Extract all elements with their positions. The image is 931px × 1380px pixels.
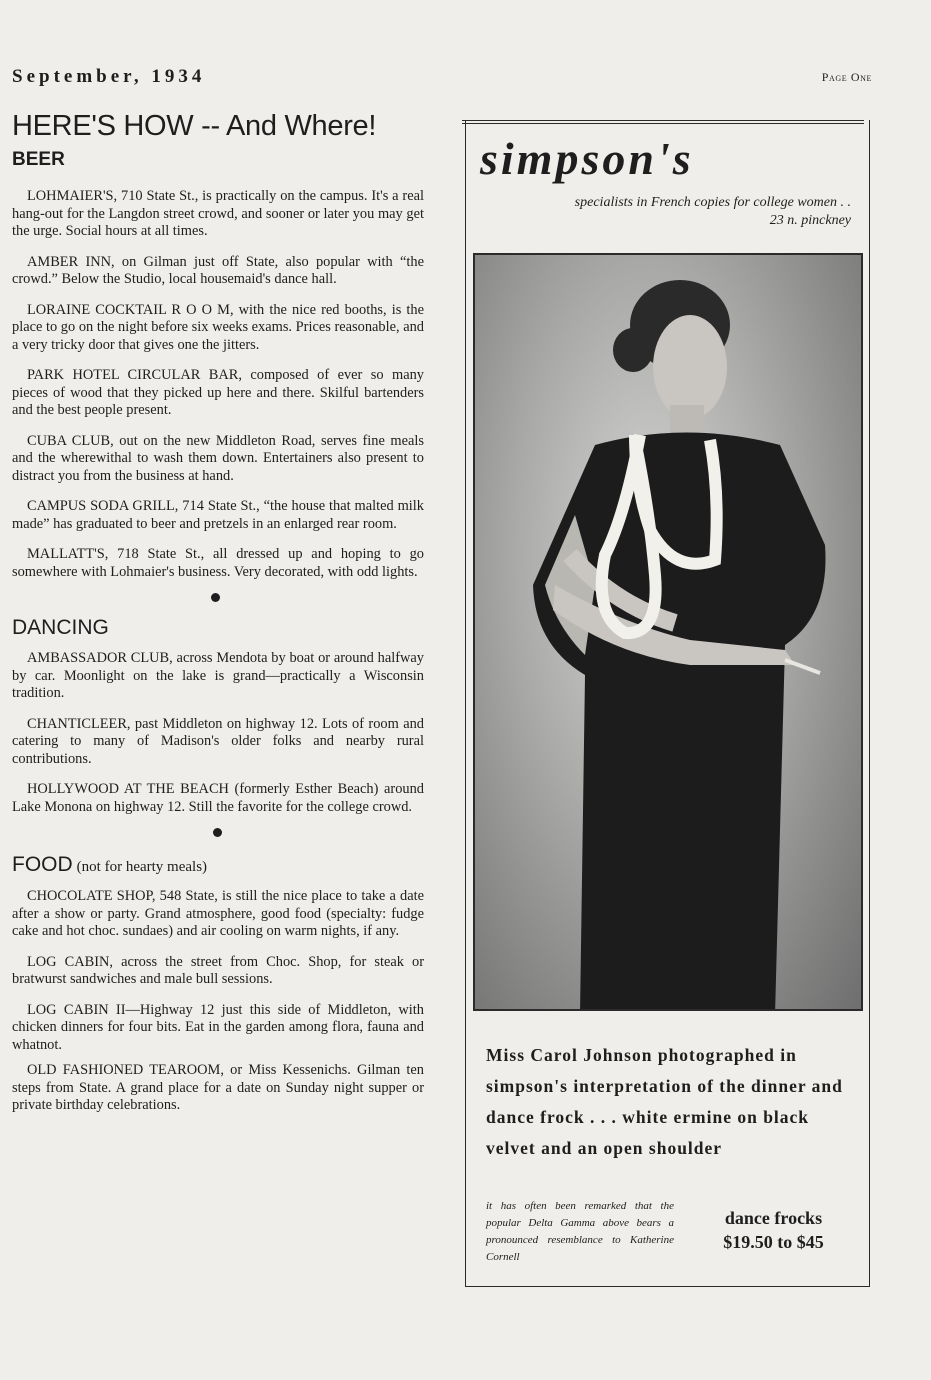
page-number: Page One	[821, 70, 872, 84]
list-item: AMBASSADOR CLUB, across Mendota by boat or around halfway by car. Moonlight on the lake is grand—practically a Wisconsin tradition.	[12, 650, 424, 701]
article-column	[12, 110, 424, 1115]
list-item: PARK HOTEL CIRCULAR BAR, composed of ever so many pieces of wood that they picked up here and there. Skilful bartenders and the best people present.	[12, 367, 424, 418]
list-item: LOG CABIN, across the street from Choc. Shop, for steak or bratwurst sandwiches and male bull sessions.	[12, 953, 424, 987]
ad-remark: it has often been remarked that the popular Delta Gamma above bears a pronounced resemblance to Katherine Cornell	[486, 1200, 674, 1263]
section-divider-bullet	[211, 593, 220, 602]
food-heading-note: (not for hearty meals)	[76, 859, 208, 875]
list-item: CAMPUS SODA GRILL, 714 State St., “the house that malted milk made” has graduated to beer and pretzels in an enlarged rear room.	[12, 498, 424, 532]
section-divider-bullet	[213, 828, 222, 837]
ad-offer	[695, 1206, 852, 1254]
list-item: CUBA CLUB, out on the new Middleton Road, serves fine meals and the wherewithal to wash them down. Entertainers also present to distract you from the business at hand.	[12, 432, 424, 484]
list-item: CHOCOLATE SHOP, 548 State, is still the nice place to take a date after a show or party. Grand atmosphere, good food (specialty: fudge cake and hot choc. sundaes) and air cooling on warm nights, if any.	[12, 888, 424, 939]
issue-date: September, 1934	[12, 66, 206, 87]
model-photograph	[473, 253, 863, 1011]
list-item: LORAINE COCKTAIL R O O M, with the nice red booths, is the place to go on the night before six weeks exams. Prices reasonable, and a very tricky door that gives one the jitters.	[12, 301, 424, 353]
ad-caption: Miss Carol Johnson photographed in simpson's interpretation of the dinner and dance frock . . . white ermine on black velvet and an open shoulder	[486, 1045, 843, 1158]
section-heading-food	[12, 853, 424, 877]
ad-tagline: specialists in French copies for college women . . 23 n. pinckney	[574, 195, 851, 228]
article-title: HERE'S HOW -- And Where!	[12, 110, 377, 142]
list-item: LOHMAIER'S, 710 State St., is practically on the campus. It's a real hang-out for the Langdon street crowd, and sooner or later you may get the urge. Social hours at all times.	[12, 188, 424, 239]
section-heading-dancing: DANCING	[12, 616, 109, 639]
list-item: HOLLYWOOD AT THE BEACH (formerly Esther Beach) around Lake Monona on highway 12. Still the favorite for the college crowd.	[12, 781, 424, 815]
food-heading-label: FOOD	[12, 853, 73, 876]
list-item: OLD FASHIONED TEAROOM, or Miss Kessenichs. Gilman ten steps from State. A grand place for a date on Sunday night supper or private birthday celebrations.	[12, 1062, 424, 1113]
list-item: LOG CABIN II—Highway 12 just this side of Middleton, with chicken dinners for four bits. Eat in the garden among flora, fauna and whatnot.	[12, 1001, 424, 1053]
ad-offer-product: dance frocks	[724, 1208, 823, 1228]
ad-offer-price: $19.50 to $45	[723, 1232, 824, 1252]
list-item: CHANTICLEER, past Middleton on highway 12. Lots of room and catering to many of Madison's older folks and nearby rural contributions.	[12, 715, 424, 767]
section-heading-beer: BEER	[12, 149, 65, 170]
model-silhouette	[475, 255, 861, 1009]
ad-brand-name: simpson's	[480, 133, 694, 184]
list-item: AMBER INN, on Gilman just off State, also popular with “the crowd.” Below the Studio, local housemaid's dance hall.	[12, 253, 424, 287]
list-item: MALLATT'S, 718 State St., all dressed up and hoping to go somewhere with Lohmaier's business. Very decorated, with odd lights.	[12, 546, 424, 580]
